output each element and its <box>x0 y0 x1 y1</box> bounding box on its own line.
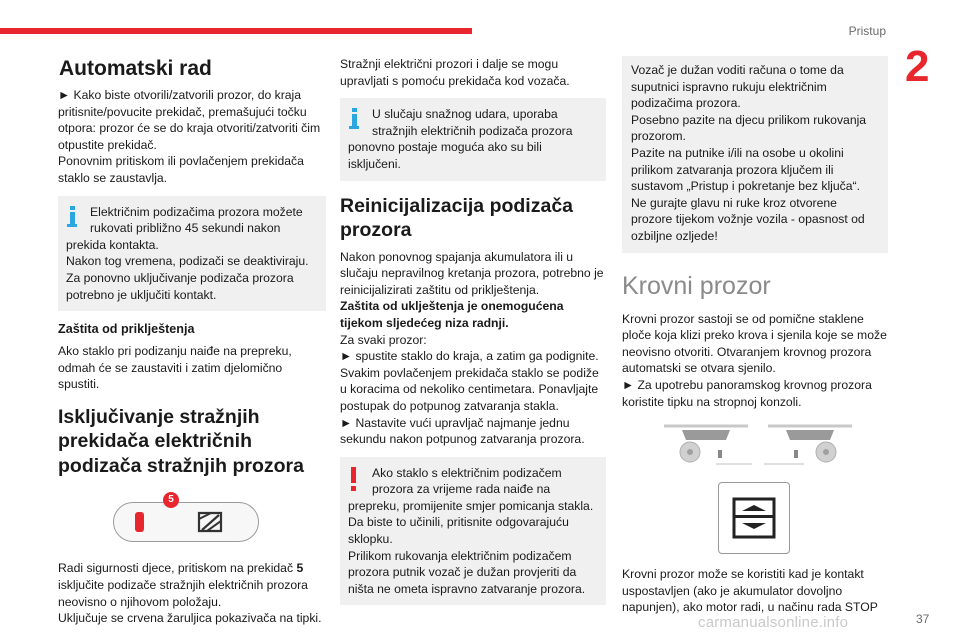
paragraph: Krovni prozor može se koristiti kad je kontakt uspostavljen (ako je akumulator dovoljno napunjen), ako motor radi, u načinu rada STOP <box>622 567 878 615</box>
sunroof-icon <box>732 497 776 539</box>
child-lock-switch-illustration <box>113 492 263 552</box>
paragraph: Ako staklo pri podizanju naiđe na prepreku, odmah će se zaustaviti i zatim djelomično spustiti. <box>58 344 292 392</box>
subheading-zastita: Zaštita od priklještenja <box>58 322 195 337</box>
paragraph: ► Kako biste otvorili/zatvorili prozor, do kraja pritisnite/povucite prekidač, premašujući točku otpora: prozor će se do kraja otvoriti/zatvoriti čim otpustite prekidač. <box>58 88 321 152</box>
chapter-number: 2 <box>905 42 930 91</box>
info-text: stražnjih električnih podizača prozora <box>372 123 573 138</box>
heading-iskljucivanje: Isključivanje stražnjih prekidača električnih podizača stražnjih prozora <box>58 405 304 477</box>
warning-text: prepreku, promijenite smjer pomicanja stakla. Da biste to učinili, pritisnite odgovarajuću sklopku. Prilikom rukovanja električnim podizačem prozora putnik vozač je dužan provjeriti da ništa ne ometa ispravno zatvaranje prozora. <box>348 498 594 596</box>
info-text: Električnim podizačima prozora možete <box>90 204 303 219</box>
header-accent-bar <box>0 28 472 34</box>
note-text: Vozač je dužan voditi računa o tome da suputnici ispravno rukuju električnim podizačima prozora. Posebno pazite na djecu prilikom rukovanja prozorom. Pazite na putnike i/ili na osobe u okolini prilikom zatvaranja prozora ključem ili sustavom „Pristup i pokretanje bez ključa“. Ne gurajte glavu ni ruke kroz otvorene prozore tijekom vožnje vozila - opasnost od ozbiljne ozljede! <box>631 63 867 243</box>
paragraph: Stražnji električni prozori i dalje se mogu upravljati s pomoću prekidača kod vozača. <box>340 57 570 88</box>
red-indicator-light <box>135 512 144 532</box>
ceiling-console-illustrations <box>660 420 888 470</box>
paragraph: Krovni prozor sastoji se od pomične staklene ploče koja klizi preko krova i sjenila koje se može neovisno otvoriti. Otvaranjem krovnog prozora automatski se otvara sjenilo. <box>622 311 887 376</box>
info-box <box>58 196 326 312</box>
paragraph: Ponovnim pritiskom ili povlačenjem prekidača staklo se zaustavlja. <box>58 154 304 185</box>
info-text: ponovno postaje moguća ako su bili isključeni. <box>348 140 542 171</box>
info-icon <box>349 108 359 130</box>
paragraph: ► Za upotrebu panoramskog krovnog prozora koristite tipku na stropnoj konzoli. <box>622 377 872 409</box>
paragraph: ► spustite staklo do kraja, a zatim ga podignite. Svakim povlačenjem prekidača staklo se podiže u koracima od nekoliko centimetara. Ponavljajte postupak do potpunog zatvaranja stakla. <box>340 349 599 413</box>
warning-text: Ako staklo s električnim podizačem <box>372 465 562 480</box>
paragraph-bold: Zaštita od uklještenja je onemogućena tijekom sljedećeg niza radnji. <box>340 299 564 330</box>
heading-automatski-rad: Automatski rad <box>59 57 212 80</box>
info-text: prekida kontakta. Nakon tog vremena, podizači se deaktiviraju. Za ponovno uključivanje podizača prozora potrebno je uključiti kontakt. <box>66 237 309 302</box>
section-title: Pristup <box>848 24 886 38</box>
column-3 <box>622 56 888 616</box>
warning-icon <box>351 467 357 491</box>
window-lock-icon <box>197 511 223 533</box>
paragraph: Radi sigurnosti djece, pritiskom na prekidač 5 isključite podizače stražnjih električnih prozora neovisno o njihovom položaju. <box>58 561 308 609</box>
paragraph: Nakon ponovnog spajanja akumulatora ili u slučaju nepravilnog kretanja prozora, potrebno je reinicijalizirati zaštitu od priklještenja. <box>340 249 604 297</box>
column-1 <box>58 56 326 627</box>
watermark: carmanualsonline.info <box>698 614 849 631</box>
info-text: rukovati približno 45 sekundi nakon <box>90 221 281 236</box>
info-text: U slučaju snažnog udara, uporaba <box>372 107 558 122</box>
info-box <box>340 98 606 180</box>
paragraph: Za svaki prozor: <box>340 332 427 347</box>
paragraph: Uključuje se crvena žaruljica pokazivača na tipki. <box>58 611 322 626</box>
heading-reinicijalizacija: Reinicijalizacija podizača prozora <box>340 194 574 242</box>
paragraph: ► Nastavite vući upravljač najmanje jednu sekundu nakon potpunog zatvaranja prozora. <box>340 415 585 447</box>
ceiling-console-icon <box>764 420 856 468</box>
ceiling-console-icon <box>660 420 752 468</box>
callout-badge: 5 <box>163 492 179 508</box>
warning-box <box>340 457 606 606</box>
warning-text: prozora za vrijeme rada naiđe na <box>372 482 551 497</box>
heading-krovni-prozor: Krovni prozor <box>622 271 771 300</box>
note-box <box>622 56 888 253</box>
sunroof-button-illustration <box>718 482 790 554</box>
column-2 <box>340 56 606 605</box>
page-number: 37 <box>916 612 930 626</box>
info-icon <box>67 206 77 228</box>
